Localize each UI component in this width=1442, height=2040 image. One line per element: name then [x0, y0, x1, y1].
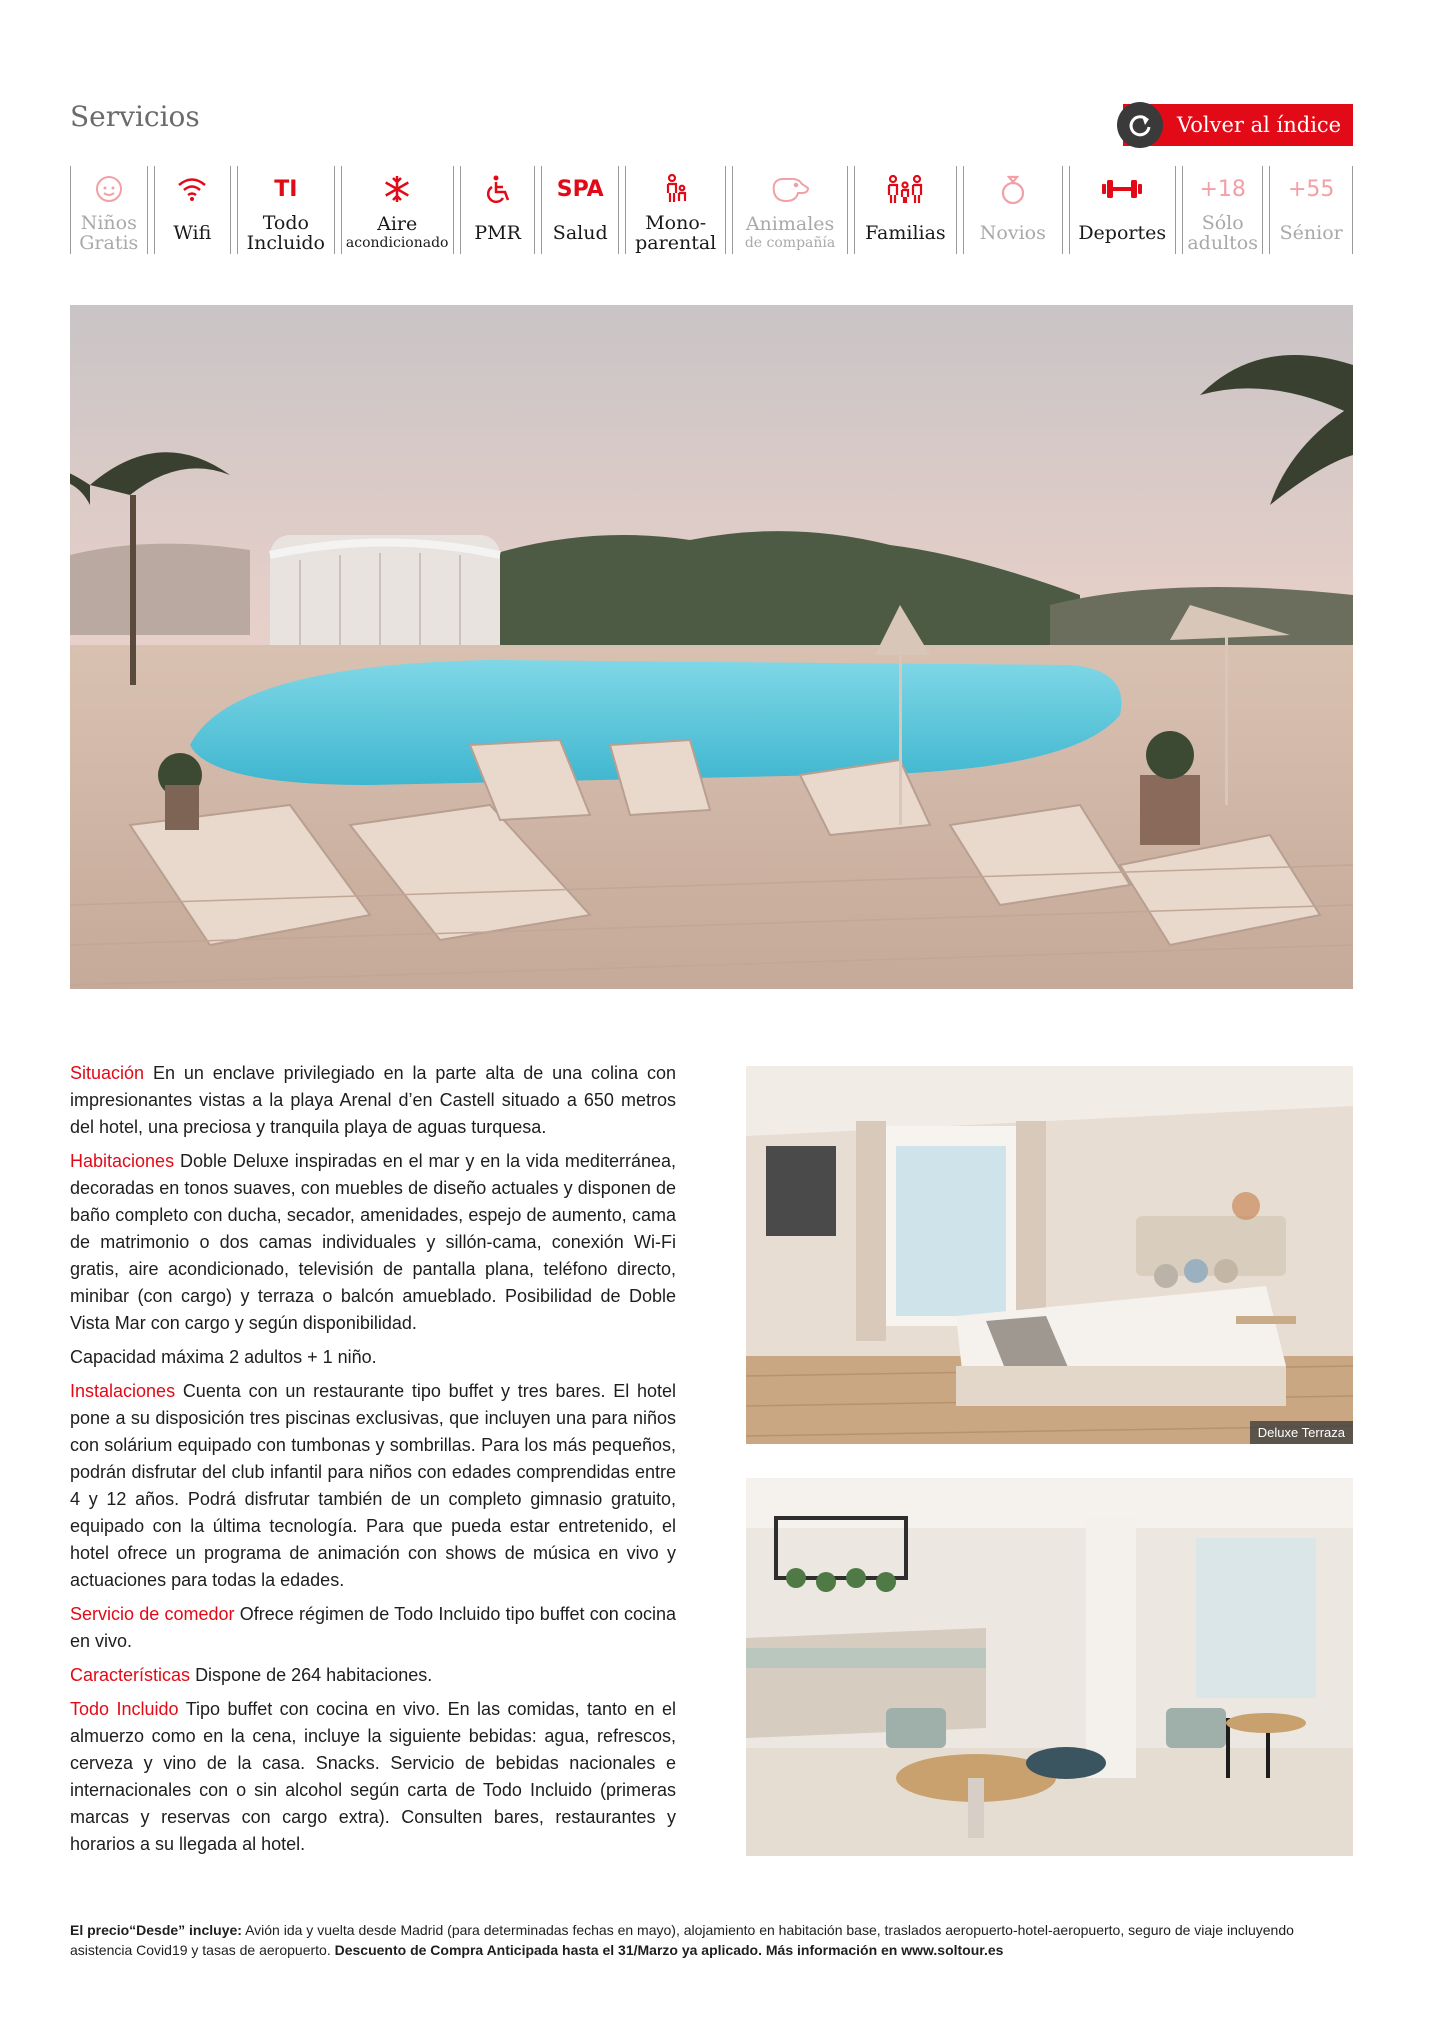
service-monoparental	[625, 166, 726, 254]
services-bar	[70, 166, 1353, 254]
service-label: Sólo	[1201, 212, 1244, 234]
section-todo-incluido	[70, 1696, 676, 1858]
service-novios	[963, 166, 1062, 254]
section-instalaciones	[70, 1378, 676, 1594]
text-todo-incluido: Tipo buffet con cocina en vivo. En las comidas, tanto en el almuerzo como en la cena, incluye la siguiente bebidas: agua, refrescos, cerveza y vino de la casa. Snacks. Servicio de bebidas nacionales e internacionales con o sin alcohol según carta de Todo Incluido (primeras marcas y reservas con cargo extra). Consulten bares, restaurantes y horarios a su llegada al hotel.	[70, 1699, 676, 1854]
service-salud	[541, 166, 619, 254]
text-instalaciones: Cuenta con un restaurante tipo buffet y tres bares. El hotel pone a su disposición tres piscinas exclusivas, que incluyen una para niños con solárium equipado con tumbonas y sombrillas. Para los más pequeños, podrán disfrutar del club infantil para niños con edades comprendidas entre 4 y 12 años. Podrá disfrutar también de un completo gimnasio gratuito, equipado con la última tecnología. Para que pueda estar entretenido, el hotel ofrece un programa de animación con shows de música en vivo y actuaciones para todas la edades.	[70, 1381, 676, 1590]
service-label-2: Incluido	[246, 232, 325, 254]
section-situacion	[70, 1060, 676, 1141]
section-comedor	[70, 1601, 676, 1655]
text-comedor: Ofrece régimen de Todo Incluido tipo buffet con cocina en vivo.	[70, 1604, 676, 1651]
snowflake-icon	[381, 166, 413, 212]
heading-instalaciones: Instalaciones	[70, 1381, 176, 1401]
footer-bold-end: Descuento de Compra Anticipada hasta el 31/Marzo ya aplicado. Más información en www.soltour.es	[334, 1942, 1004, 1958]
ring-icon	[998, 166, 1028, 212]
service-deportes	[1069, 166, 1176, 254]
service-wifi	[154, 166, 232, 254]
room-photo-caption: Deluxe Terraza	[1250, 1421, 1353, 1444]
service-label: Familias	[865, 222, 946, 244]
hotel-description	[70, 1060, 676, 1865]
child-face-icon	[94, 166, 124, 212]
service-label-2: parental	[635, 232, 717, 254]
heading-comedor: Servicio de comedor	[70, 1604, 235, 1624]
wheelchair-icon	[482, 166, 514, 212]
service-label: Wifi	[173, 222, 212, 244]
footer-lead: El precio“Desde” incluye:	[70, 1922, 242, 1938]
service-familias	[854, 166, 957, 254]
hero-pool-photo	[70, 305, 1353, 989]
service-solo-adultos	[1182, 166, 1264, 254]
service-label: Sénior	[1279, 222, 1343, 244]
service-label: Animales	[745, 213, 835, 235]
service-pmr	[460, 166, 536, 254]
service-aire	[341, 166, 454, 254]
text-situacion: En un enclave privilegiado en la parte alta de una colina con impresionantes vistas a la playa Arenal d’en Castell situado a 650 metros del hotel, una preciosa y tranquila playa de aguas turquesa.	[70, 1063, 676, 1137]
heading-habitaciones: Habitaciones	[70, 1151, 175, 1171]
ti-icon: TI	[274, 176, 298, 202]
spa-icon: SPA	[556, 176, 604, 202]
service-label-2: adultos	[1187, 232, 1258, 254]
refresh-icon	[1117, 102, 1163, 148]
back-button-label: Volver al índice	[1177, 113, 1342, 137]
heading-caracteristicas: Características	[70, 1665, 191, 1685]
service-label: Niños	[80, 212, 137, 234]
service-label-2: acondicionado	[345, 235, 449, 251]
service-ninos-gratis	[70, 166, 148, 254]
footer-text: Avión ida y vuelta desde Madrid (para determinadas fechas en mayo), alojamiento en habitación base, traslados aeropuerto-hotel-aeropuerto, seguro de viaje incluyendo asistencia Covid19 y tasas de aeropuerto.	[70, 1922, 1294, 1958]
service-label: Mono-	[645, 212, 707, 234]
service-label: Todo	[262, 212, 309, 234]
section-caracteristicas	[70, 1662, 676, 1689]
service-label: Aire	[377, 213, 418, 235]
service-animales	[732, 166, 847, 254]
room-photo	[746, 1066, 1353, 1444]
adults-18-icon: +18	[1199, 176, 1246, 202]
dog-icon	[768, 166, 812, 212]
service-senior	[1269, 166, 1353, 254]
senior-55-icon: +55	[1287, 176, 1335, 202]
family-icon	[885, 166, 925, 212]
page-title: Servicios	[70, 100, 200, 133]
service-label: Novios	[979, 222, 1046, 244]
dumbbell-icon	[1100, 166, 1144, 212]
text-capacidad: Capacidad máxima 2 adultos + 1 niño.	[70, 1347, 377, 1367]
section-habitaciones	[70, 1148, 676, 1337]
wifi-icon	[175, 166, 209, 212]
service-label: Deportes	[1078, 222, 1167, 244]
text-caracteristicas: Dispone de 264 habitaciones.	[195, 1665, 433, 1685]
service-label-2: de compañía	[744, 235, 836, 251]
service-label-2: Gratis	[79, 232, 139, 254]
service-label: PMR	[474, 222, 521, 244]
parent-child-icon	[660, 166, 692, 212]
service-todo-incluido	[237, 166, 334, 254]
price-includes-footer	[70, 1920, 1353, 1960]
back-to-index-button[interactable]	[1123, 104, 1353, 146]
text-habitaciones: Doble Deluxe inspiradas en el mar y en la vida mediterránea, decoradas en tonos suaves, con muebles de diseño actuales y disponen de baño completo con ducha, secador, amenidades, espejo de aumento, cama de matrimonio o dos camas individuales y sillón-cama, conexión Wi-Fi gratis, aire acondicionado, televisión de pantalla plana, teléfono directo, minibar (con cargo) y terraza o balcón amueblado. Posibilidad de Doble Vista Mar con cargo y según disponibilidad.	[70, 1151, 676, 1333]
restaurant-photo	[746, 1478, 1353, 1856]
service-label: Salud	[552, 222, 608, 244]
heading-todo-incluido: Todo Incluido	[70, 1699, 179, 1719]
heading-situacion: Situación	[70, 1063, 145, 1083]
